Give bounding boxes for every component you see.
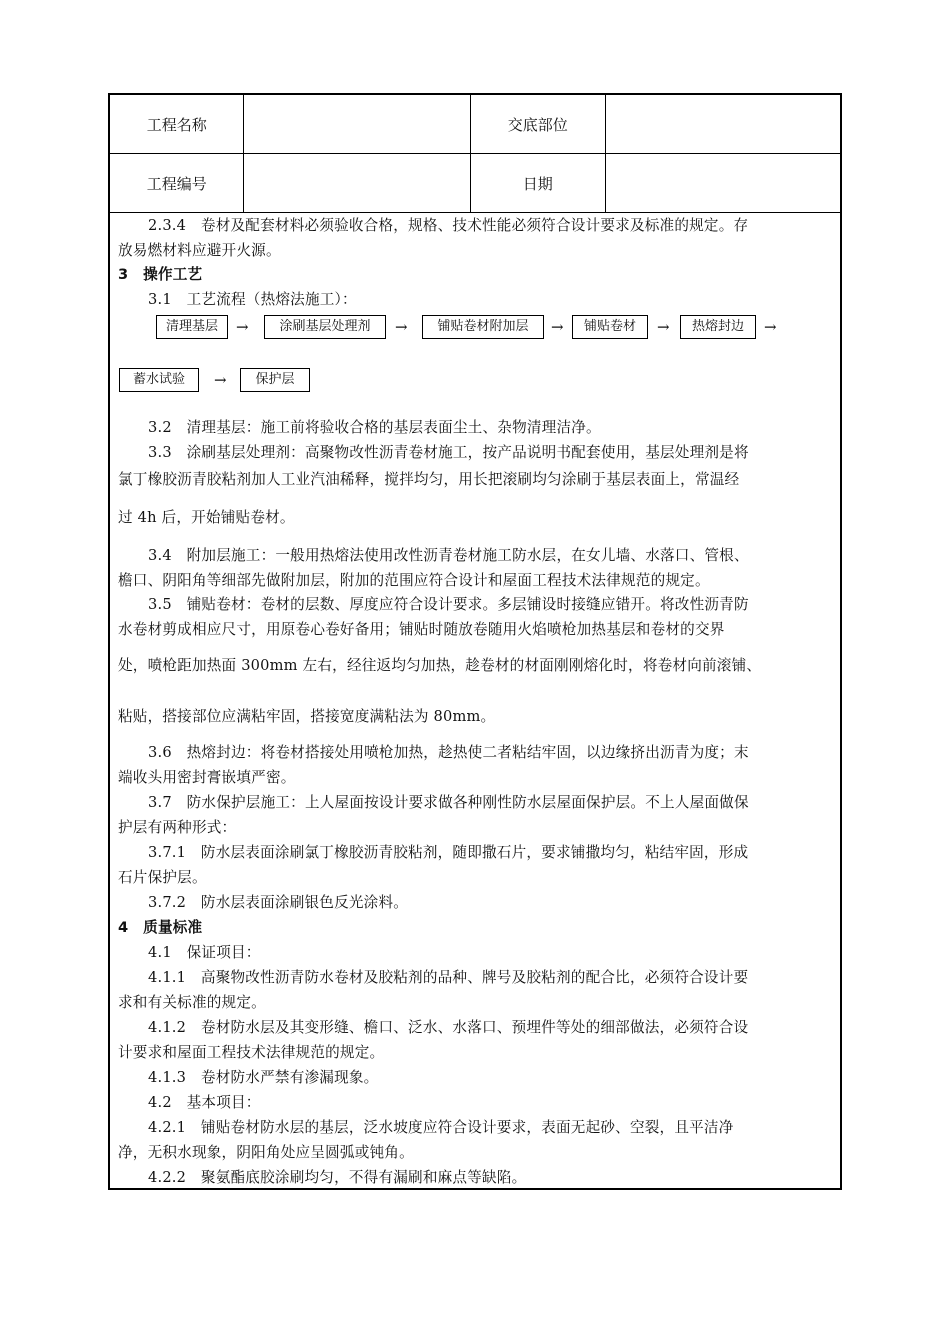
para-3-7-cont: 护层有两种形式： xyxy=(118,819,237,836)
project-name-field[interactable] xyxy=(244,95,470,154)
para-4-1-2-cont: 计要求和屋面工程技术法律规范的规定。 xyxy=(118,1044,385,1061)
para-3-1: 3.1 工艺流程（热熔法施工）： xyxy=(148,291,357,308)
para-4-2-1-cont: 净，无积水现象，阴阳角处应呈圆弧或钝角。 xyxy=(118,1144,414,1161)
flow-step-primer: 涂刷基层处理剂 xyxy=(264,315,386,339)
para-3-4: 3.4 附加层施工：一般用热熔法使用改性沥青卷材施工防水层，在女儿墙、水落口、管根、 xyxy=(148,547,749,564)
document-frame xyxy=(108,93,842,1190)
flow-step-heat-seal: 热熔封边 xyxy=(680,315,756,339)
flow-arrow-4: → xyxy=(657,318,670,336)
header-row-1 xyxy=(110,95,840,154)
flow-step-water-test: 蓄水试验 xyxy=(119,368,199,392)
project-no-field[interactable] xyxy=(244,154,470,213)
para-3-6: 3.6 热熔封边：将卷材搭接处用喷枪加热，趁热使二者粘结牢固，以边缘挤出沥青为度；末 xyxy=(148,744,749,761)
para-4-2-1: 4.2.1 铺贴卷材防水层的基层，泛水坡度应符合设计要求，表面无起砂、空裂，且平洁净 xyxy=(148,1119,734,1136)
para-3-5: 3.5 铺贴卷材：卷材的层数、厚度应符合设计要求。多层铺设时接缝应错开。将改性沥青防 xyxy=(148,596,749,613)
date-label: 日期 xyxy=(470,154,605,213)
location-label: 交底部位 xyxy=(470,95,605,154)
para-2-3-4-cont: 放易燃材料应避开火源。 xyxy=(118,242,281,259)
para-4-1-1-cont: 求和有关标准的规定。 xyxy=(118,994,266,1011)
date-field[interactable] xyxy=(606,154,841,213)
flow-step-lay-membrane: 铺贴卷材 xyxy=(572,315,648,339)
header-row-2 xyxy=(110,154,840,213)
para-3-5-cont-1: 水卷材剪成相应尺寸，用原卷心卷好备用；铺贴时随放卷随用火焰喷枪加热基层和卷材的交界 xyxy=(118,621,725,638)
flow-step-protection: 保护层 xyxy=(240,368,310,392)
para-3-3-cont-1: 氯丁橡胶沥青胶粘剂加人工业汽油稀释，搅拌均匀，用长把滚刷均匀涂刷于基层表面上，常温经 xyxy=(118,471,740,488)
para-3-4-cont: 檐口、阴阳角等细部先做附加层，附加的范围应符合设计和屋面工程技术法律规范的规定。 xyxy=(118,572,710,589)
para-4-1-2: 4.1.2 卷材防水层及其变形缝、檐口、泛水、水落口、预埋件等处的细部做法，必须符合设 xyxy=(148,1019,749,1036)
para-3-2: 3.2 清理基层：施工前将验收合格的基层表面尘土、杂物清理洁净。 xyxy=(148,419,601,436)
para-3-6-cont: 端收头用密封膏嵌填严密。 xyxy=(118,769,296,786)
para-3-3-cont-2: 过 4h 后，开始铺贴卷材。 xyxy=(118,509,295,526)
location-field[interactable] xyxy=(606,95,841,154)
para-3-3: 3.3 涂刷基层处理剂：高聚物改性沥青卷材施工，按产品说明书配套使用，基层处理剂是将 xyxy=(148,444,749,461)
flow-arrow-1: → xyxy=(236,318,249,336)
flow-arrow-6: → xyxy=(214,371,227,389)
flow-arrow-5: → xyxy=(764,318,777,336)
para-3-5-cont-3: 粘贴，搭接部位应满粘牢固，搭接宽度满粘法为 80mm。 xyxy=(118,708,496,725)
flow-arrow-3: → xyxy=(551,318,564,336)
flow-arrow-2: → xyxy=(395,318,408,336)
para-3-7-1: 3.7.1 防水层表面涂刷氯丁橡胶沥青胶粘剂，随即撒石片，要求铺撒均匀，粘结牢固，形成 xyxy=(148,844,749,861)
flow-step-clean-base: 清理基层 xyxy=(156,315,228,339)
project-name-label: 工程名称 xyxy=(110,95,244,154)
flow-step-additional-layer: 铺贴卷材附加层 xyxy=(422,315,544,339)
header-table xyxy=(110,95,840,213)
para-4-2: 4.2 基本项目： xyxy=(148,1094,261,1111)
para-3-7-2: 3.7.2 防水层表面涂刷银色反光涂料。 xyxy=(148,894,409,911)
project-no-label: 工程编号 xyxy=(110,154,244,213)
para-4-1-1: 4.1.1 高聚物改性沥青防水卷材及胶粘剂的品种、牌号及胶粘剂的配合比，必须符合设计要 xyxy=(148,969,749,986)
para-3-5-cont-2: 处，喷枪距加热面 300mm 左右，经往返均匀加热，趁卷材的材面刚刚熔化时，将卷材向前滚铺、 xyxy=(118,657,762,674)
para-2-3-4: 2.3.4 卷材及配套材料必须验收合格，规格、技术性能必须符合设计要求及标准的规定。存 xyxy=(148,217,749,234)
para-4-2-2: 4.2.2 聚氨酯底胶涂刷均匀，不得有漏刷和麻点等缺陷。 xyxy=(148,1169,527,1186)
section-3-heading: 3 操作工艺 xyxy=(118,266,203,283)
para-4-1-3: 4.1.3 卷材防水严禁有渗漏现象。 xyxy=(148,1069,379,1086)
para-4-1: 4.1 保证项目： xyxy=(148,944,261,961)
section-4-heading: 4 质量标准 xyxy=(118,919,203,936)
para-3-7-1-cont: 石片保护层。 xyxy=(118,869,207,886)
para-3-7: 3.7 防水保护层施工：上人屋面按设计要求做各种刚性防水层屋面保护层。不上人屋面做保 xyxy=(148,794,749,811)
